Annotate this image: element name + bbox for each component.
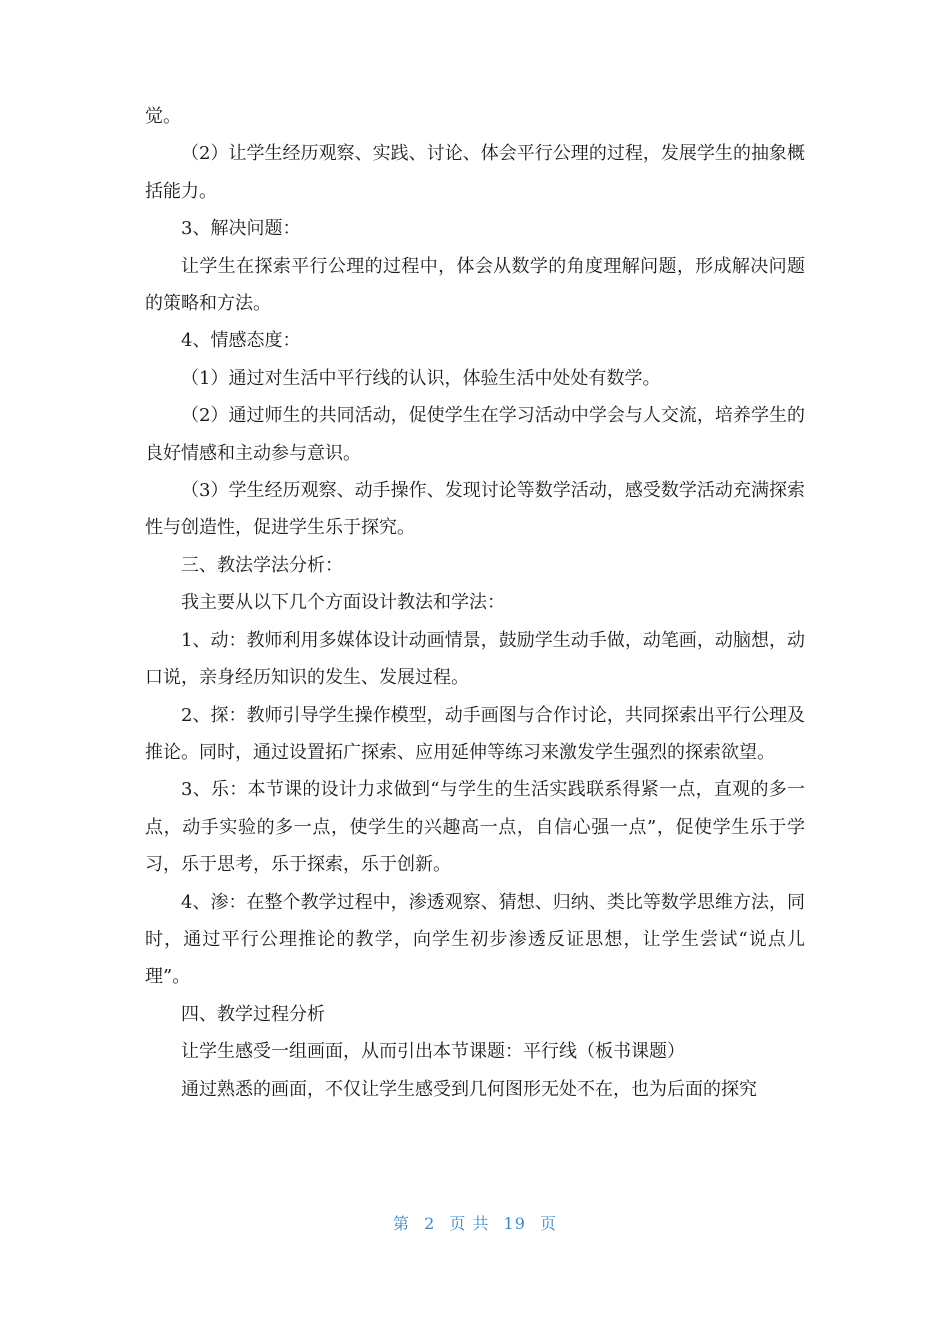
paragraph: 让学生感受一组画面，从而引出本节课题：平行线（板书课题）	[181, 1041, 685, 1063]
section-heading: 4、情感态度：	[181, 330, 301, 352]
paragraph: 觉。	[145, 106, 181, 127]
paragraph: 我主要从以下几个方面设计教法和学法：	[181, 592, 505, 614]
paragraph: （1）通过对生活中平行线的认识，体验生活中处处有数学。	[181, 367, 661, 389]
document-body	[145, 98, 805, 1108]
footer-prefix: 第	[392, 1214, 410, 1233]
section-heading: 三、教法学法分析：	[181, 554, 343, 576]
paragraph: 4、渗：在整个教学过程中，渗透观察、猜想、归纳、类比等数学思维方法，同时，通过平行公理推论的教学，向学生初步渗透反证思想，让学生尝试“说点儿理”。	[145, 891, 805, 988]
paragraph: （2）通过师生的共同活动，促使学生在学习活动中学会与人交流，培养学生的良好情感和主动参与意识。	[145, 405, 805, 464]
paragraph: 2、探：教师引导学生操作模型，动手画图与合作讨论，共同探索出平行公理及推论。同时，通过设置拓广探索、应用延伸等练习来激发学生强烈的探索欲望。	[145, 704, 805, 763]
section-heading: 四、教学过程分析	[181, 1003, 325, 1025]
paragraph: 通过熟悉的画面，不仅让学生感受到几何图形无处不在，也为后面的探究	[181, 1078, 757, 1100]
page-footer	[0, 1211, 950, 1234]
paragraph: 1、动：教师利用多媒体设计动画情景，鼓励学生动手做，动笔画，动脑想，动口说，亲身经历知识的发生、发展过程。	[145, 629, 805, 689]
footer-middle: 页 共	[449, 1214, 490, 1233]
section-heading: 3、解决问题：	[181, 218, 301, 240]
paragraph: （2）让学生经历观察、实践、讨论、体会平行公理的过程，发展学生的抽象概括能力。	[145, 143, 805, 202]
paragraph: （3）学生经历观察、动手操作、发现讨论等数学活动，感受数学活动充满探索性与创造性，促进学生乐于探究。	[145, 480, 805, 539]
paragraph: 3、乐：本节课的设计力求做到“与学生的生活实践联系得紧一点，直观的多一点，动手实验的多一点，使学生的兴趣高一点，自信心强一点”，促使学生乐于学习，乐于思考，乐于探索，乐于创新。	[145, 779, 805, 876]
footer-suffix: 页	[540, 1214, 558, 1233]
paragraph: 让学生在探索平行公理的过程中，体会从数学的角度理解问题，形成解决问题的策略和方法。	[145, 255, 805, 315]
footer-total-pages: 19	[503, 1214, 526, 1233]
footer-current-page: 2	[424, 1214, 436, 1233]
